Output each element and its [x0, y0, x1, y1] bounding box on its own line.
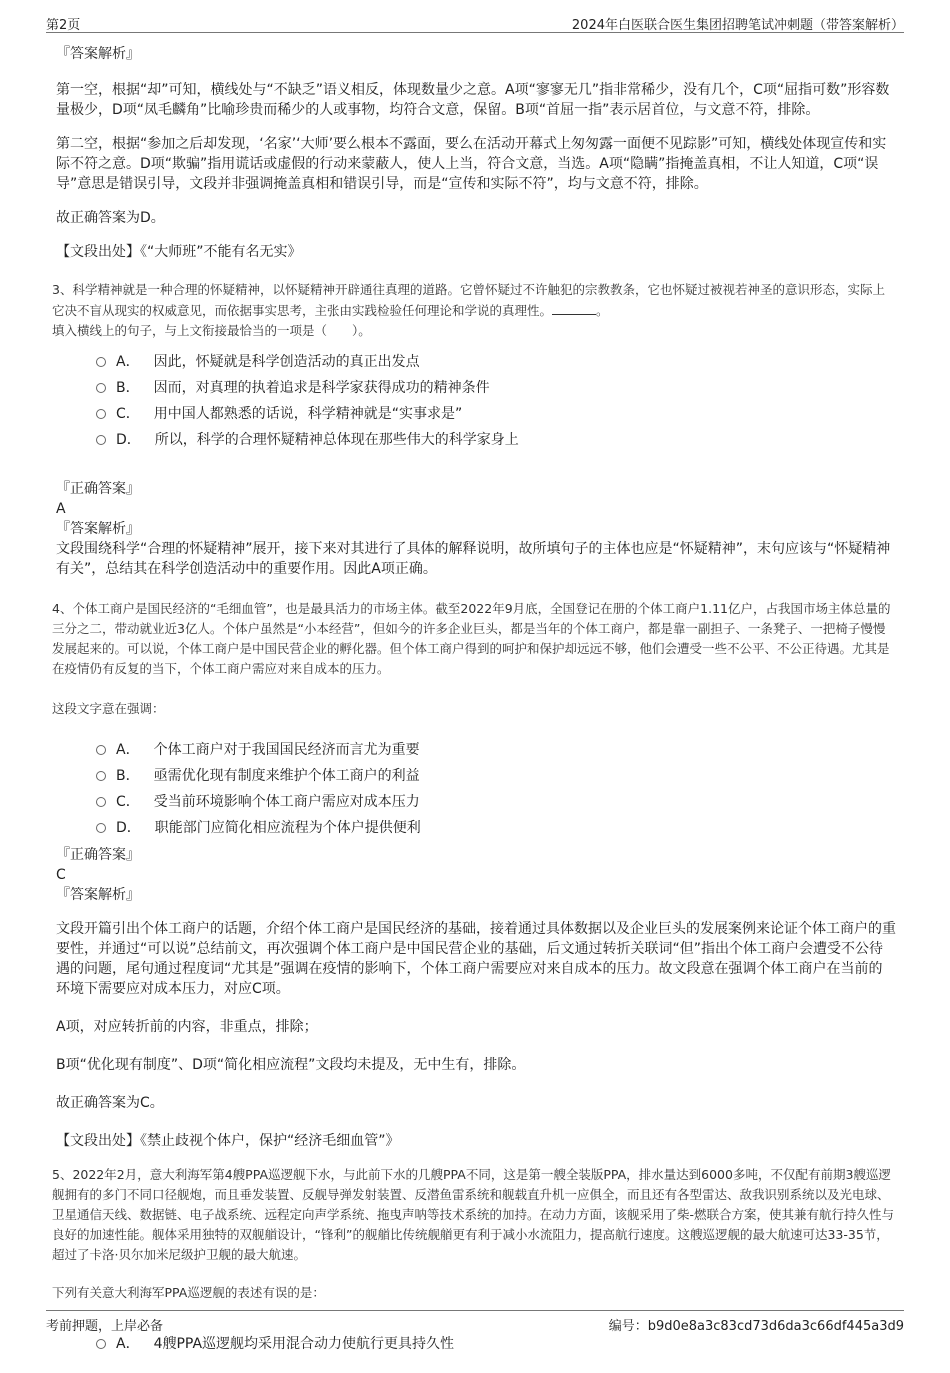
radio-icon[interactable]: [96, 823, 106, 833]
option-letter: A．: [116, 1336, 140, 1352]
q2-analysis-tag: 『答案解析』: [56, 46, 140, 62]
page-number: 第2页: [46, 18, 81, 33]
q4-options: [96, 737, 896, 841]
q4-option-b[interactable]: [96, 763, 896, 789]
option-text: 职能部门应简化相应流程为个体户提供便利: [154, 820, 421, 836]
option-letter: C．: [116, 406, 140, 422]
option-text: 用中国人都熟悉的话说，科学精神就是“实事求是”: [153, 406, 463, 422]
q5-text: 5、2022年2月，意大利海军第4艘PPA巡逻舰下水，与此前下水的几艘PPA不同，这是第一艘全装版PPA，排水量达到6000多吨，不仅配有前期3艘巡逻舰拥有的多门不同口径舰炮，而且垂发装置、反舰导弹发射装置、反潜鱼雷系统和舰载直升机一应俱全，而且还有各型雷达、敌我识别系统以及光电球、卫星通信天线、数据链、电子战系统、远程定向声学系统、拖曳声呐等技术系统的加持。在动力方面，该舰采用了柴-燃联合方案，使其兼有航行持久性与良好的加速性能。舰体采用独特的双舰艏设计，“锋利”的舰艏比传统舰艏更有利于减小水流阻力，提高航行速度。这艘巡逻舰的最大航速可达33-35节，超过了卡洛·贝尔加米尼级护卫舰的最大航速。: [52, 1167, 895, 1262]
q3-analysis-tag: 『答案解析』: [56, 521, 140, 537]
radio-icon[interactable]: [96, 797, 106, 807]
q4-correct-answer: C: [56, 867, 66, 883]
q4-analysis-tag: 『答案解析』: [56, 887, 140, 903]
radio-icon[interactable]: [96, 1339, 106, 1349]
q3-text-main: 3、科学精神就是一种合理的怀疑精神，以怀疑精神开辟通往真理的道路。它曾怀疑过不许触犯的宗教教条，它也怀疑过被视若神圣的意识形态，实际上它决不盲从现实的权威意见，而依据事实思考，主张由实践检验任何理论和学说的真理性。: [52, 282, 885, 318]
q4-analysis-para2: A项，对应转折前的内容，非重点，排除；: [56, 1019, 318, 1035]
code-value: b9d0e8a3c83cd73d6da3c66df445a3d9: [647, 1319, 904, 1334]
option-text: 4艘PPA巡逻舰均采用混合动力使航行更具持久性: [153, 1336, 455, 1352]
option-letter: D．: [116, 432, 141, 448]
q3-correct-tag: 『正确答案』: [56, 481, 140, 497]
q4-correct-tag: 『正确答案』: [56, 847, 140, 863]
page-footer: [46, 1310, 904, 1334]
question-3: [52, 280, 896, 341]
page-header: [46, 12, 904, 33]
q3-prompt: 填入横线上的句子，与上文衔接最恰当的一项是（ ）。: [52, 323, 371, 338]
option-letter: C．: [116, 794, 140, 810]
q5-prompt: 下列有关意大利海军PPA巡逻舰的表述有误的是：: [52, 1285, 325, 1300]
option-text: 个体工商户对于我国国民经济而言尤为重要: [153, 742, 420, 758]
q3-option-a[interactable]: [96, 349, 896, 375]
q4-source: 【文段出处】《禁止歧视个体户，保护“经济毛细血管”》: [56, 1133, 400, 1149]
radio-icon[interactable]: [96, 435, 106, 445]
q4-option-d[interactable]: [96, 815, 896, 841]
q4-conclusion: 故正确答案为C。: [56, 1095, 164, 1111]
footer-slogan: 考前押题，上岸必备: [46, 1319, 164, 1334]
option-letter: B．: [116, 380, 140, 396]
q3-analysis: 文段围绕科学“合理的怀疑精神”展开，接下来对其进行了具体的解释说明，故所填句子的主体也应是“怀疑精神”，末句应该与“怀疑精神有关”，总结其在科学创造活动中的重要作用。因此A项正确。: [56, 541, 891, 577]
q2-source: 【文段出处】《“大师班”不能有名无实》: [56, 244, 302, 260]
q3-text-end: 。: [596, 303, 609, 318]
q3-option-c[interactable]: [96, 401, 896, 427]
q5-options: [96, 1331, 896, 1357]
q4-prompt: 这段文字意在强调：: [52, 701, 165, 716]
option-text: 受当前环境影响个体工商户需应对成本压力: [153, 794, 420, 810]
document-code: [609, 1315, 904, 1334]
option-text: 所以，科学的合理怀疑精神总体现在那些伟大的科学家身上: [154, 432, 519, 448]
q3-correct-answer: A: [56, 501, 66, 517]
option-letter: B．: [116, 768, 140, 784]
page-content: [52, 44, 896, 1373]
option-text: 因此，怀疑就是科学创造活动的真正出发点: [153, 354, 420, 370]
q3-blank: [552, 300, 596, 315]
radio-icon[interactable]: [96, 383, 106, 393]
q2-analysis-para2: 第二空，根据“参加之后却发现，‘名家’‘大师’要么根本不露面，要么在活动开幕式上匆匆露一面便不见踪影”可知，横线处体现宣传和实际不符之意。D项“欺骗”指用谎话或虚假的行动来蒙蔽人，使人上当，符合文意，当选。A项“隐瞒”指掩盖真相，不让人知道，C项“误导”意思是错误引导，文段并非强调掩盖真相和错误引导，而是“宣传和实际不符”，均与文意不符，排除。: [56, 136, 887, 192]
q3-option-d[interactable]: [96, 427, 896, 453]
option-letter: A．: [116, 354, 140, 370]
q4-analysis-para3: B项“优化现有制度”、D项“简化相应流程”文段均未提及，无中生有，排除。: [56, 1057, 526, 1073]
q4-text: 4、个体工商户是国民经济的“毛细血管”，也是最具活力的市场主体。截至2022年9月底，全国登记在册的个体工商户1.11亿户，占我国市场主体总量的三分之二，带动就业近3亿人。个体户虽然是“小本经营”，但如今的许多企业巨头，都是当年的个体工商户，都是靠一副担子、一条凳子、一把椅子慢慢发展起来的。可以说，个体工商户是中国民营企业的孵化器。但个体工商户得到的呵护和保护却远远不够，他们会遭受一些不公平、不公正待遇。尤其是在疫情仍有反复的当下，个体工商户需应对来自成本的压力。: [52, 601, 891, 676]
option-text: 亟需优化现有制度来维护个体工商户的利益: [153, 768, 420, 784]
q3-options: [96, 349, 896, 453]
option-letter: D．: [116, 820, 141, 836]
q4-analysis-para1: 文段开篇引出个体工商户的话题，介绍个体工商户是国民经济的基础，接着通过具体数据以及企业巨头的发展案例来论证个体工商户的重要性，并通过“可以说”总结前文，再次强调个体工商户是中国民营企业的基础，后文通过转折关联词“但”指出个体工商户会遭受不公待遇的问题，尾句通过程度词“尤其是”强调在疫情的影响下，个体工商户需要应对来自成本的压力。故文段意在强调个体工商户在当前的环境下需要应对成本压力，对应C项。: [56, 921, 896, 997]
document-title: 2024年白医联合医生集团招聘笔试冲刺题（带答案解析）: [571, 18, 904, 33]
q3-text: [52, 280, 896, 321]
q4-option-a[interactable]: [96, 737, 896, 763]
option-letter: A．: [116, 742, 140, 758]
radio-icon[interactable]: [96, 409, 106, 419]
q2-analysis-para1: 第一空，根据“却”可知，横线处与“不缺乏”语义相反，体现数量少之意。A项“寥寥无几”指非常稀少，没有几个，C项“屈指可数”形容数量极少，D项“凤毛麟角”比喻珍贵而稀少的人或事物，均符合文意，保留。B项“首屈一指”表示居首位，与文意不符，排除。: [56, 82, 890, 118]
radio-icon[interactable]: [96, 357, 106, 367]
code-label: 编号：: [608, 1319, 648, 1334]
radio-icon[interactable]: [96, 771, 106, 781]
q4-option-c[interactable]: [96, 789, 896, 815]
q2-conclusion: 故正确答案为D。: [56, 210, 165, 226]
option-text: 因而，对真理的执着追求是科学家获得成功的精神条件: [153, 380, 490, 396]
q5-option-a[interactable]: [96, 1331, 896, 1357]
q3-option-b[interactable]: [96, 375, 896, 401]
radio-icon[interactable]: [96, 745, 106, 755]
